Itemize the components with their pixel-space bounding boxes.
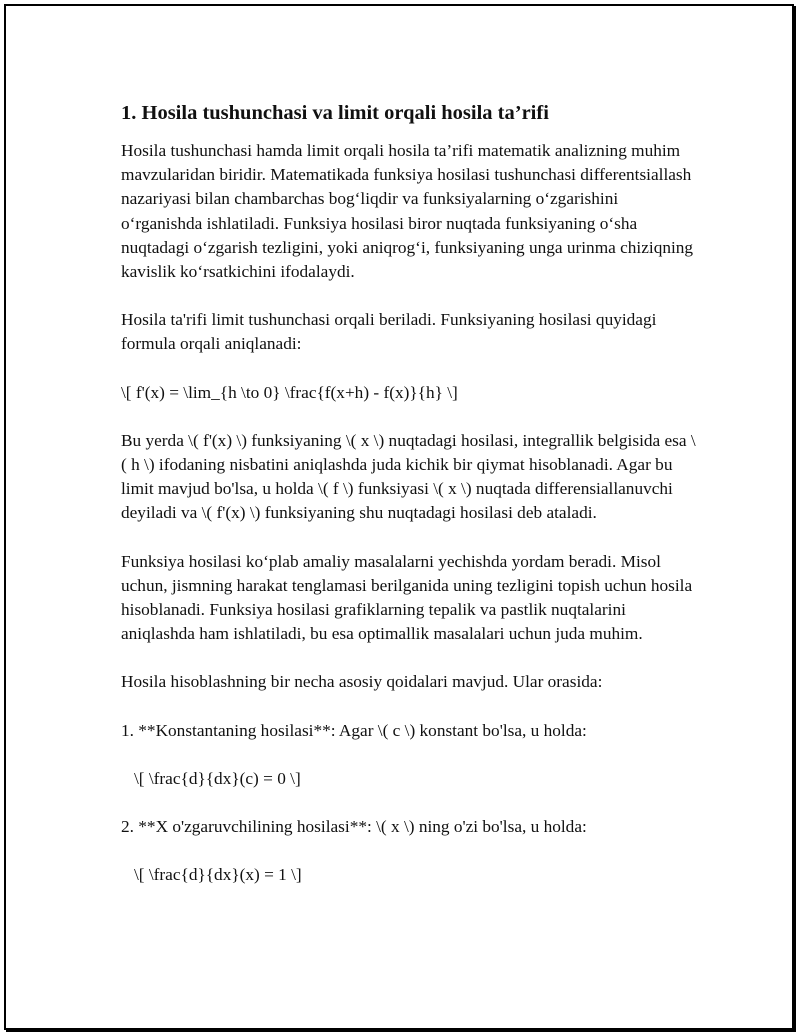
formula-derivative-limit: \[ f'(x) = \lim_{h \to 0} \frac{f(x+h) - f(x)}{h} \] <box>121 382 458 402</box>
rule-constant: 1. **Konstantaning hosilasi**: Agar \( c \) konstant bo'lsa, u holda: <box>121 720 587 740</box>
paragraph-intro: Hosila tushunchasi hamda limit orqali hosila ta’rifi matematik analizning muhim mavzularidan biridir. Matematikada funksiya hosilasi tushunchasi differentsiallash nazariyasi bilan chambarchas bog‘liqdir va funksiyalarning o‘zgarishini o‘rganishda ishlatiladi. Funksiya hosilasi biror nuqtada funksiyaning o‘sha nuqtadagi o‘zgarish tezligini, yoki aniqrog‘i, funksiyaning unga urinma chiziqning kavislik ko‘rsatkichini ifodalaydi. <box>121 141 694 282</box>
paragraph-explanation: Bu yerda \( f'(x) \) funksiyaning \( x \) nuqtadagi hosilasi, integrallik belgisida esa \( h \) ifodaning nisbatini aniqlashda juda kichik bir qiymat hisoblanadi. Agar bu limit mavjud bo'lsa, u holda \( f \) funksiyasi \( x \) nuqtada differensiallanuvchi deyiladi va \( f'(x) \) funksiyaning shu nuqtadagi hosilasi deb ataladi. <box>121 430 696 523</box>
paragraph-rules-intro: Hosila hisoblashning bir necha asosiy qoidalari mavjud. Ular orasida: <box>121 672 603 692</box>
section-heading: 1. Hosila tushunchasi va limit orqali hosila ta’rifi <box>121 102 549 124</box>
paragraph-applications: Funksiya hosilasi ko‘plab amaliy masalalarni yechishda yordam beradi. Misol uchun, jismning harakat tenglamasi berilganida uning tezligini topish uchun hosila hisoblanadi. Funksiya hosilasi grafiklarning tepalik va pastlik nuqtalarini aniqlashda ham ishlatiladi, bu esa optimallik masalalari uchun juda muhim. <box>121 551 693 644</box>
rule-variable: 2. **X o'zgaruvchilining hosilasi**: \( x \) ning o'zi bo'lsa, u holda: <box>121 817 587 837</box>
formula-variable-rule: \[ \frac{d}{dx}(x) = 1 \] <box>134 865 302 885</box>
document-body <box>121 98 701 911</box>
formula-constant-rule: \[ \frac{d}{dx}(c) = 0 \] <box>134 768 301 788</box>
page-frame <box>4 4 794 1030</box>
paragraph-definition: Hosila ta'rifi limit tushunchasi orqali beriladi. Funksiyaning hosilasi quyidagi formula orqali aniqlanadi: <box>121 310 657 354</box>
